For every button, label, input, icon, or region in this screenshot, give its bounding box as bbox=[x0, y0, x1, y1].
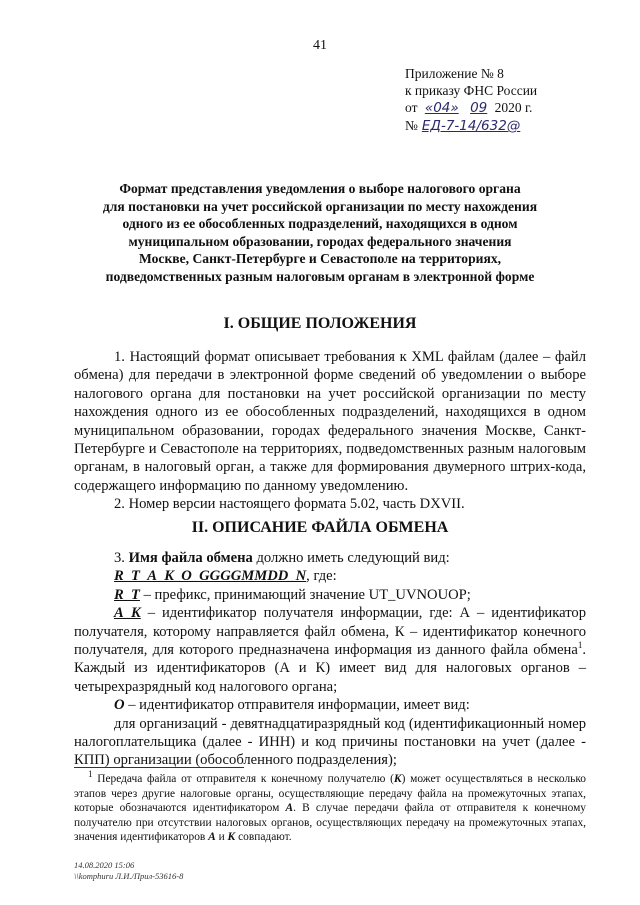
organization-definition: для организаций - девятнадцатиразрядный код (идентификационный номер налогоплательщика (далее - ИНН) и код причины постановки на учет (далее - КПП) организации (обособленного подразделения); bbox=[74, 715, 586, 769]
footnote-part: совпадают. bbox=[235, 831, 292, 844]
footnote-k: К bbox=[393, 773, 402, 785]
footnote-text bbox=[74, 769, 587, 845]
ak-code: A_K bbox=[114, 605, 141, 622]
date-day: «04» bbox=[424, 100, 459, 116]
order-number: ЕД-7-14/632@ bbox=[421, 118, 521, 134]
pattern-suffix: , где: bbox=[306, 568, 337, 585]
page-number: 41 bbox=[313, 38, 327, 53]
footnote-part: Передача файла от отправителя к конечному получателю ( bbox=[97, 773, 394, 785]
footnote-divider bbox=[74, 767, 244, 768]
p3-text: должно иметь следующий вид: bbox=[256, 550, 450, 566]
section-2-heading: II. ОПИСАНИЕ ФАЙЛА ОБМЕНА bbox=[191, 519, 449, 536]
footnote-a: А bbox=[208, 831, 216, 844]
section-1-body bbox=[74, 348, 586, 514]
stamp-path: \\komphuru Л.И./Прил-53616-8 bbox=[74, 871, 184, 881]
number-prefix: № bbox=[405, 118, 418, 133]
paragraph-1: 1. Настоящий формат описывает требования к XML файлам (далее – файл обмена) для передачи в электронной форме сведений об уведомлении о выборе налогового органа для постановки на учет российской организации по месту нахождения одного из ее обособленных подразделений, находящихся в одном муниципальном образовании, городах федерального значения Москве, Санкт-Петербурге и Севастополе на территориях, подведомственных разным налоговым органам, в налоговый орган, а также для формирования двумерного штрих-кода, содержащего информацию по данному уведомлению. bbox=[74, 349, 586, 494]
title-line: муниципальном образовании, городах федерального значения bbox=[128, 233, 512, 249]
title-line: для постановки на учет российской организации по месту нахождения bbox=[102, 198, 538, 214]
rt-desc: – префикс, принимающий значение UT_UVNOUOP; bbox=[143, 586, 471, 603]
p3-number: 3. bbox=[114, 550, 125, 566]
title-line: Формат представления уведомления о выборе налогового органа bbox=[119, 181, 521, 196]
file-name-pattern bbox=[74, 567, 586, 585]
section-1-heading: I. ОБЩИЕ ПОЛОЖЕНИЯ bbox=[223, 315, 417, 332]
ak-end: . Каждый из идентификаторов (А и К) имеет вид для налоговых органов – четырехразрядный код налогового органа; bbox=[74, 642, 586, 695]
footnote-a: А bbox=[285, 802, 294, 815]
section-2-body bbox=[74, 549, 586, 770]
document-title bbox=[70, 180, 570, 286]
appendix-line-1: Приложение № 8 bbox=[405, 66, 504, 81]
pattern-code: R_T_A_K_O_GGGGMMDD_N bbox=[114, 568, 307, 585]
appendix-block bbox=[405, 65, 537, 135]
appendix-date bbox=[405, 99, 537, 117]
prefix-definition bbox=[74, 586, 586, 604]
footnote-mark: 1 bbox=[88, 769, 93, 780]
footnote-k: К bbox=[227, 831, 236, 844]
footnote-part: . В случае передачи файла от отправителя к конечному получателю при отсутствии налоговых органов, осуществляющих передачу на промежуточных этапах, значения идентификаторов bbox=[74, 802, 587, 844]
footnote bbox=[74, 769, 587, 845]
p3-bold-term: Имя файла обмена bbox=[128, 550, 253, 566]
title-line: подведомственных разным налоговым органам в электронной форме bbox=[105, 268, 535, 284]
date-prefix: от bbox=[405, 100, 418, 115]
appendix-number bbox=[405, 117, 537, 135]
title-line: одного из ее обособленных подразделений, находящихся в одном bbox=[122, 216, 518, 232]
footnote-part: ) может осуществляться в несколько этапов через другие налоговые органы, осуществляющие передачу файла на промежуточных этапах, которые обозначаются идентификатором bbox=[74, 773, 586, 815]
date-month: 09 bbox=[470, 100, 488, 116]
recipient-definition bbox=[74, 604, 586, 696]
ak-desc: – идентификатор получателя информации, где: А – идентификатор получателя, которому направляется файл обмена, К – идентификатор конечного получателя, для которого предназначена информация из данного файла обмена bbox=[74, 605, 586, 659]
sender-definition bbox=[74, 696, 586, 714]
print-stamp bbox=[74, 860, 183, 882]
date-year: 2020 г. bbox=[494, 100, 533, 115]
o-code: O bbox=[114, 697, 125, 714]
footnote-ref: 1 bbox=[577, 640, 583, 651]
paragraph-2: 2. Номер версии настоящего формата 5.02, часть DXVII. bbox=[114, 496, 465, 513]
title-line: Москве, Санкт-Петербурге и Севастополе на территориях, bbox=[138, 251, 502, 267]
appendix-line-2: к приказу ФНС России bbox=[405, 83, 538, 98]
o-desc: – идентификатор отправителя информации, имеет вид: bbox=[128, 697, 470, 714]
paragraph-3 bbox=[74, 549, 586, 567]
footnote-part: и bbox=[215, 831, 228, 844]
stamp-date: 14.08.2020 15:06 bbox=[74, 860, 135, 870]
rt-code: R_T bbox=[114, 586, 140, 603]
